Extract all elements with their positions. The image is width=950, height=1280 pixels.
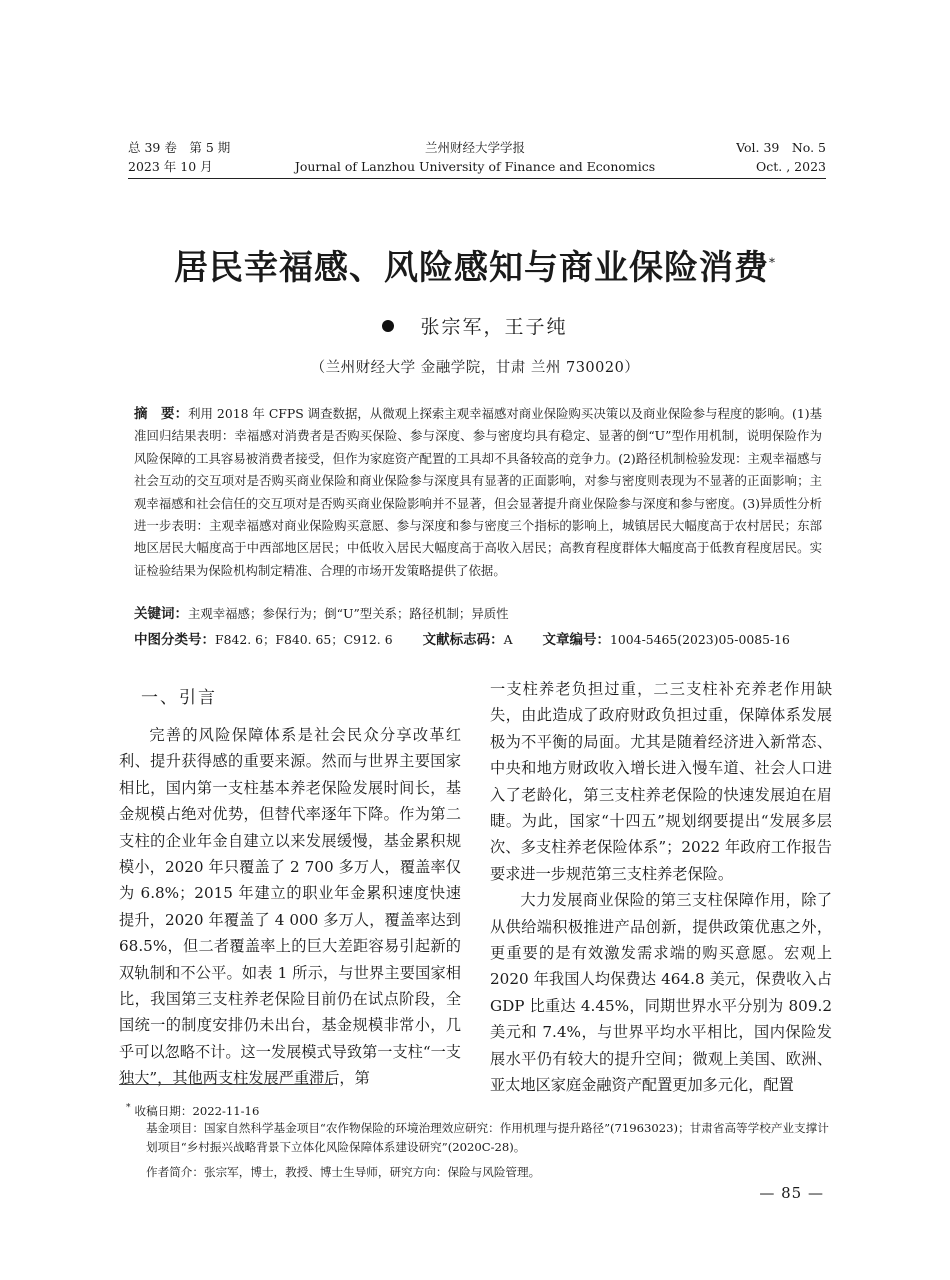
volume-en: Vol. 39 No. 5 bbox=[736, 140, 826, 155]
bullet-icon bbox=[382, 320, 394, 332]
keywords-text: 主观幸福感；参保行为；倒“U”型关系；路径机制；异质性 bbox=[188, 606, 509, 621]
volume-cn: 总 39 卷 第 5 期 bbox=[128, 140, 231, 155]
section-heading: 一、引言 bbox=[141, 688, 217, 708]
author-line bbox=[0, 312, 950, 339]
article-id-label: 文章编号： bbox=[542, 632, 611, 648]
keywords bbox=[134, 604, 822, 624]
abstract-text: 利用 2018 年 CFPS 调查数据，从微观上探索主观幸福感对商业保险购买决策以及商业保险参与程度的影响。(1)基准回归结果表明：幸福感对消费者是否购买保险、参与深度、参与密度均具有稳定、显著的倒“U”型作用机制，说明保险作为风险保障的工具容易被消费者接受，但作为家庭资产配置的工具却不具备较高的竞争力。(2)路径机制检验发现：主观幸福感与社会互动的交互项对是否购买商业保险和商业保险参与深度具有显著的正面影响，对参与密度则表现为不显著的正面影响；主观幸福感和社会信任的交互项对是否购买商业保险影响并不显著，但会显著提升商业保险参与深度和参与密度。(3)异质性分析进一步表明：主观幸福感对商业保险购买意愿、参与深度和参与密度三个指标的影响上，城镇居民大幅度高于农村居民；东部地区居民大幅度高于中西部地区居民；中低收入居民大幅度高于高收入居民；高教育程度群体大幅度高于低教育程度居民。实证检验结果为保险机构制定精准、合理的市场开发策略提供了依据。 bbox=[134, 406, 823, 578]
authors: 张宗军，王子纯 bbox=[420, 316, 568, 338]
page-number: — 85 — bbox=[759, 1184, 824, 1202]
journal-name-cn: 兰州财经大学学报 bbox=[424, 140, 525, 155]
header-right bbox=[736, 138, 826, 176]
paragraph: 大力发展商业保险的第三支柱保障作用，除了从供给端积极推进产品创新，提供政策优惠之外，更重要的是有效激发需求端的购买意愿。宏观上 2020 年我国人均保费达 464.8 美元，保费收入占 GDP 比重达 4.45%，同期世界水平分别为 809.2 美元和 7.4%，与世界平均水平相比，国内保险发展水平仍有较大的提升空间；微观上美国、欧洲、亚太地区家庭金融资产配置更加多元化，配置 bbox=[490, 891, 832, 1095]
keywords-label: 关键词： bbox=[134, 606, 188, 622]
abstract-label: 摘 要： bbox=[134, 406, 189, 422]
clc-label: 中图分类号： bbox=[134, 632, 215, 648]
affiliation: （兰州财经大学 金融学院，甘肃 兰州 730020） bbox=[310, 360, 640, 376]
classification-line bbox=[134, 630, 834, 650]
doc-code-value: A bbox=[503, 632, 513, 647]
abstract bbox=[134, 403, 822, 582]
article-title: 居民幸福感、风险感知与商业保险消费* bbox=[174, 248, 776, 288]
right-column bbox=[490, 676, 832, 1099]
left-column bbox=[119, 676, 461, 1092]
paragraph: 完善的风险保障体系是社会民众分享改革红利、提升获得感的重要来源。然而与世界主要国家相比，国内第一支柱基本养老保险发展时间长，基金规模占绝对优势，但替代率逐年下降。作为第二支柱的企业年金自建立以来发展缓慢，基金累积规模小，2020 年只覆盖了 2 700 多万人，覆盖率仅为 6.8%；2015 年建立的职业年金累积速度快速提升，2020 年覆盖了 4 000 多万人，覆盖率达到 68.5%，但二者覆盖率上的巨大差距容易引起新的双轨制和不公平。如表 1 所示，与世界主要国家相比，我国第三支柱养老保险目前仍在试点阶段，全国统一的制度安排仍未出台，基金规模非常小，几乎可以忽略不计。这一发展模式导致第一支柱“一支独大”，其他两支柱发展严重滞后，第 bbox=[119, 726, 461, 1088]
paragraph: 一支柱养老负担过重，二三支柱补充养老作用缺失，由此造成了政府财政负担过重，保障体系发展极为不平衡的局面。尤其是随着经济进入新常态、中央和地方财政收入增长进入慢车道、社会人口进入了老龄化，第三支柱养老保险的快速发展迫在眉睫。为此，国家“十四五”规划纲要提出“发展多层次、多支柱养老保险体系”；2022 年政府工作报告要求进一步规范第三支柱养老保险。 bbox=[490, 680, 832, 883]
date-en: Oct. , 2023 bbox=[756, 159, 826, 174]
title-footnote-mark: * bbox=[769, 255, 776, 270]
date-cn: 2023 年 10 月 bbox=[128, 159, 213, 174]
footnote-mark: * bbox=[126, 1103, 131, 1113]
footnote-received: * 收稿日期：2022-11-16 bbox=[126, 1103, 260, 1118]
header-rule bbox=[128, 178, 826, 179]
journal-name-en: Journal of Lanzhou University of Finance and Economics bbox=[294, 159, 656, 174]
clc-value: F842. 6；F840. 65；C912. 6 bbox=[215, 632, 393, 647]
doc-code-label: 文献标志码： bbox=[422, 632, 504, 648]
footnote-fund: 基金项目：国家自然科学基金项目“农作物保险的环境治理效应研究：作用机理与提升路径”(71963023)；甘肃省高等学校产业支撑计划项目“乡村振兴战略背景下立体化风险保障体系建设研究”(2020C-28)。 bbox=[146, 1121, 829, 1154]
footnote-author-bio: 作者简介：张宗军，博士，教授、博士生导师，研究方向：保险与风险管理。 bbox=[146, 1165, 541, 1179]
footnote-rule bbox=[119, 1084, 333, 1085]
article-id-value: 1004-5465(2023)05-0085-16 bbox=[610, 632, 790, 647]
